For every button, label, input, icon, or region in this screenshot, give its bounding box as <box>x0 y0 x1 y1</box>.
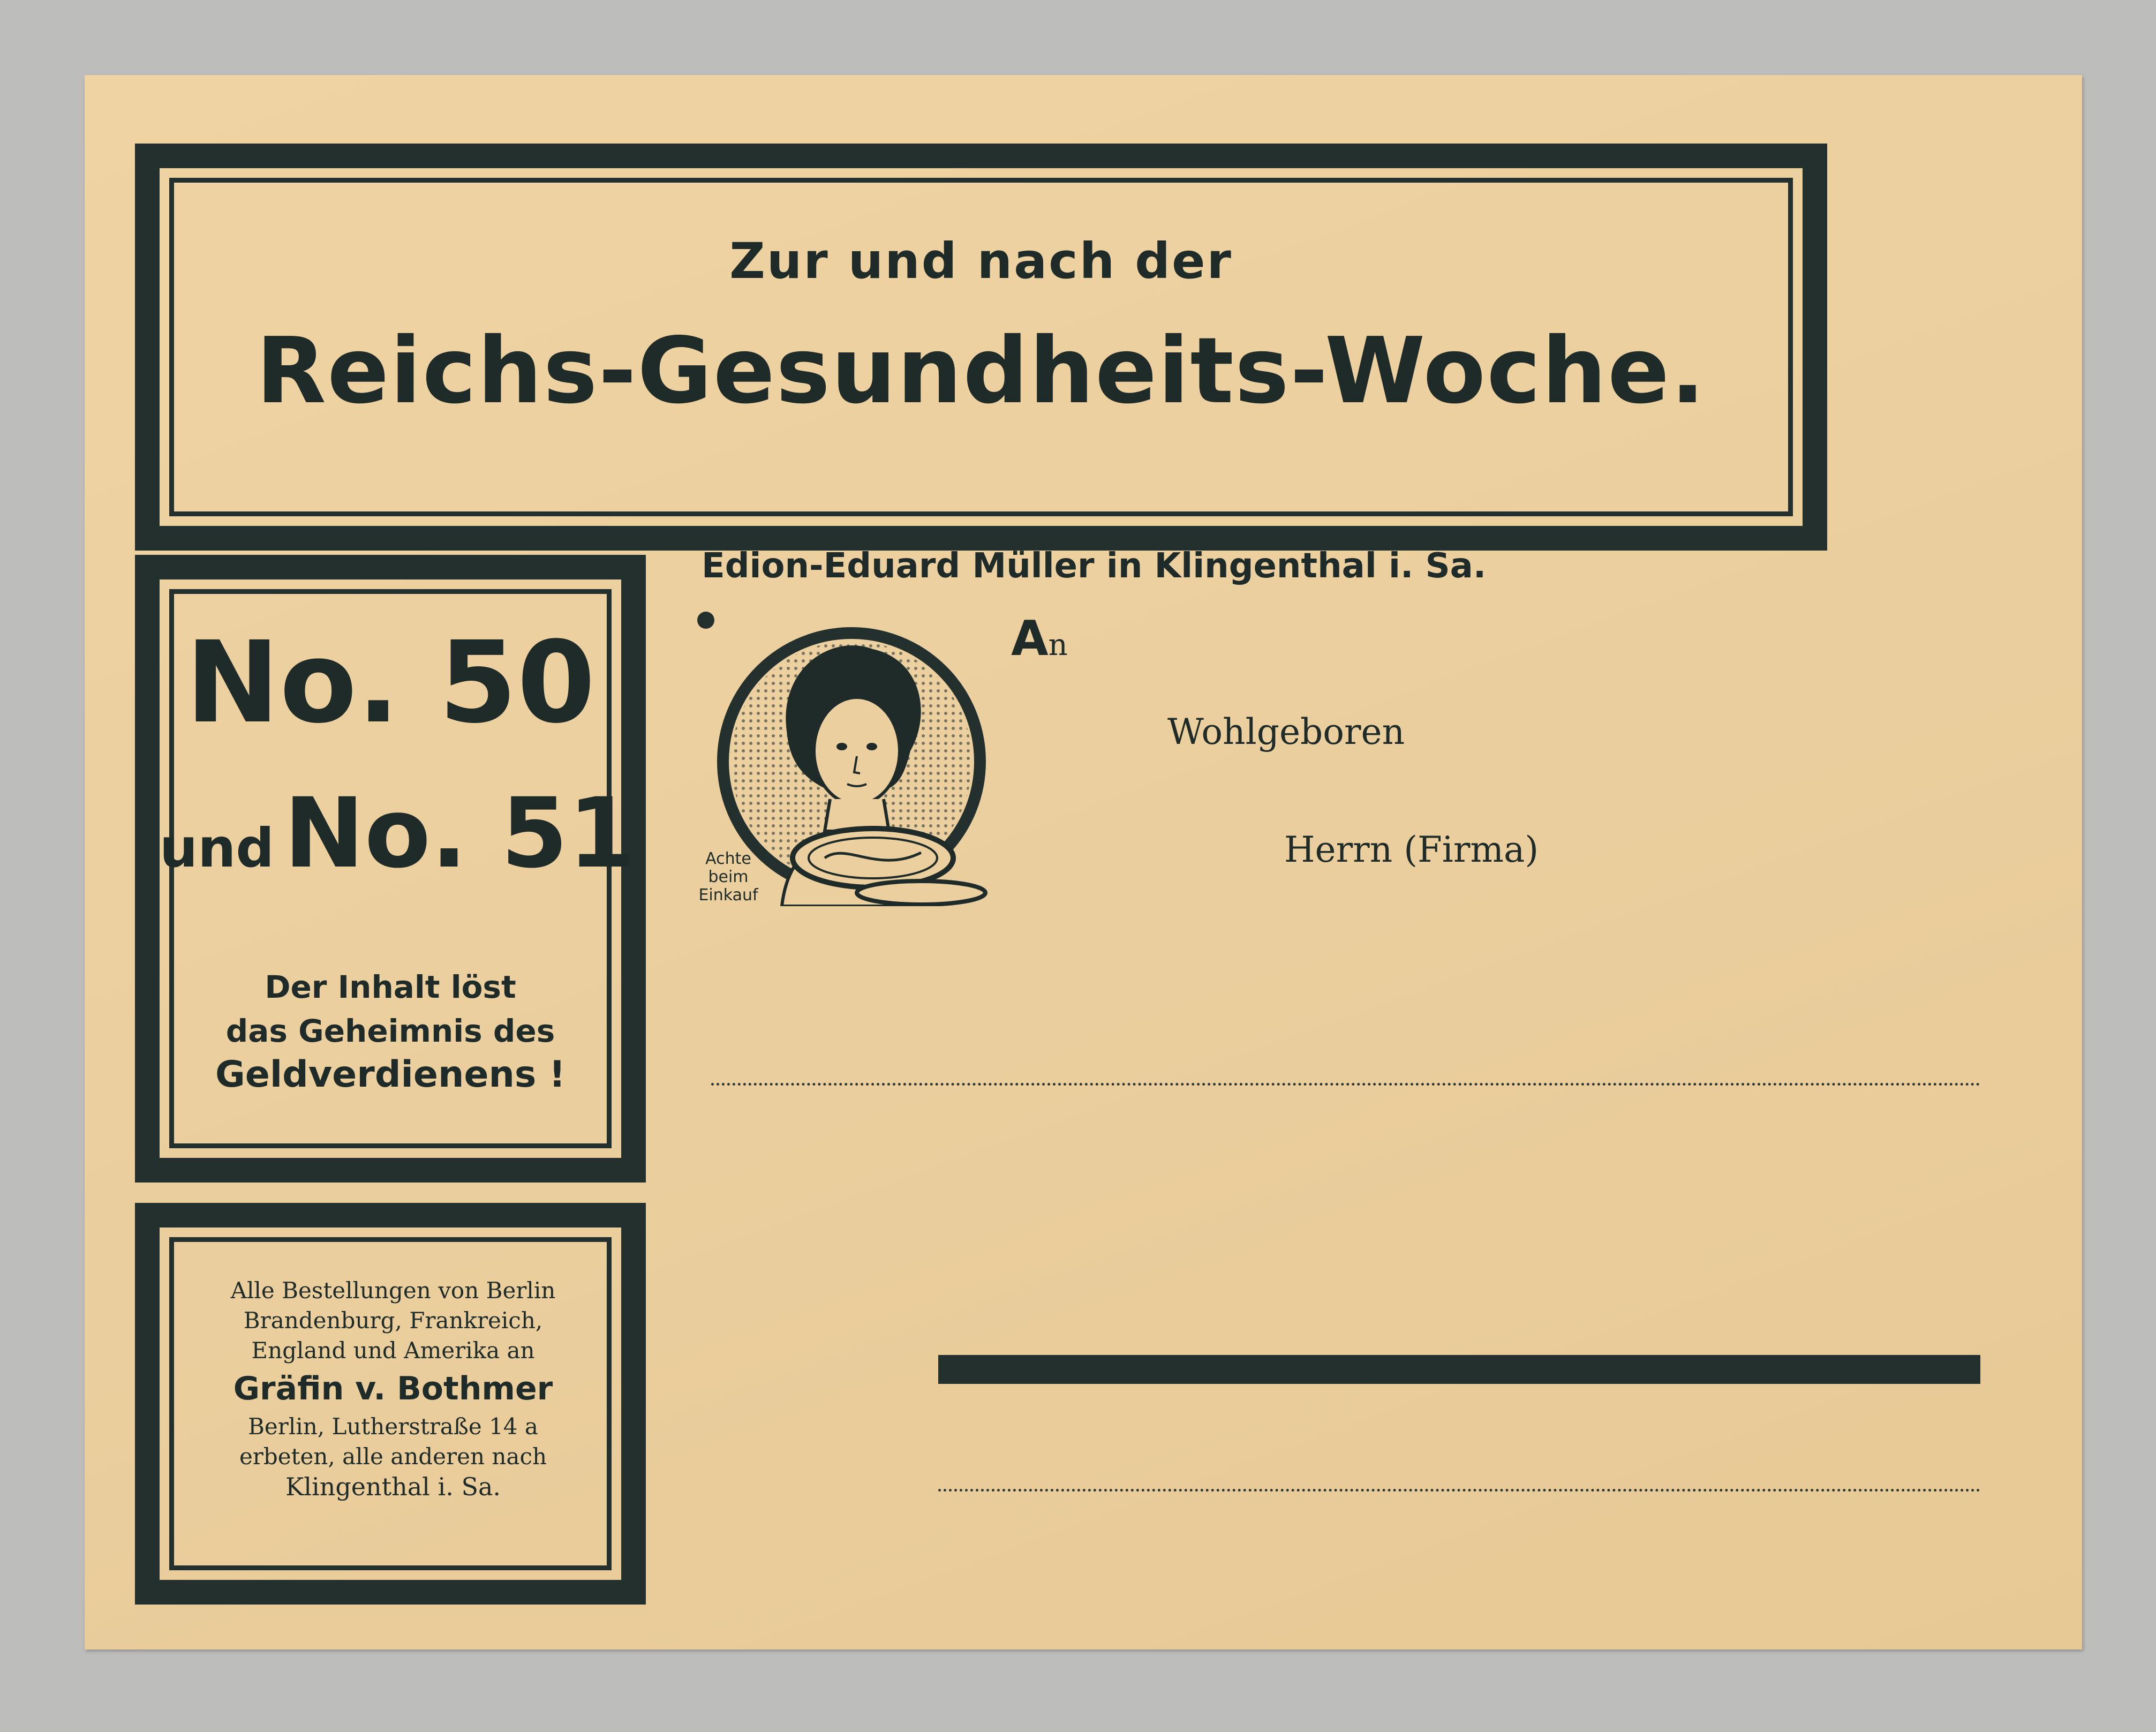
issue-number-frame <box>135 555 646 1183</box>
address-to-n: n <box>1048 628 1068 662</box>
issue-teaser-line-1: Der Inhalt löst <box>265 969 516 1005</box>
issue-conjunction: und <box>160 817 274 879</box>
order-line-1: Alle Bestellungen von Berlin <box>230 1277 556 1304</box>
issue-number-first: No. 50 <box>185 617 595 748</box>
order-line-5: erbeten, alle anderen nach <box>239 1443 547 1470</box>
header-title: Reichs-Gesundheits-Woche. <box>256 318 1706 424</box>
header-frame <box>135 144 1827 551</box>
portrait-illustration <box>696 606 996 906</box>
order-line-3: England und Amerika an <box>251 1337 535 1364</box>
issue-teaser-line-3: Geldverdienens ! <box>215 1053 566 1096</box>
portrait-caption <box>691 850 766 905</box>
order-contact-name: Gräfin v. Bothmer <box>233 1370 553 1407</box>
portrait-caption-line-3: Einkauf <box>698 886 758 905</box>
order-line-6: Klingenthal i. Sa. <box>285 1472 501 1501</box>
address-line-1 <box>711 1083 1980 1086</box>
issue-teaser <box>160 965 621 1097</box>
address-to-label <box>1011 611 1068 667</box>
address-to-a: A <box>1011 611 1049 667</box>
address-separator-bar <box>938 1355 1980 1384</box>
issue-number-second: No. 51 <box>283 778 635 890</box>
order-info-frame <box>135 1203 646 1605</box>
order-info-text <box>192 1276 594 1502</box>
envelope <box>85 75 2082 1650</box>
issue-number-second-line <box>160 778 635 890</box>
order-line-4: Berlin, Lutherstraße 14 a <box>248 1413 538 1440</box>
portrait-caption-line-1: Achte <box>705 849 751 868</box>
portrait-caption-line-2: beim <box>708 868 749 886</box>
publisher-line: Edion-Eduard Müller in Klingenthal i. Sa. <box>702 546 1487 586</box>
header-subtitle: Zur und nach der <box>729 232 1233 290</box>
recipient-text: Herrn (Firma) <box>1284 829 1539 870</box>
order-line-2: Brandenburg, Frankreich, <box>243 1307 543 1334</box>
salutation-text: Wohlgeboren <box>1167 711 1405 752</box>
issue-teaser-line-2: das Geheimnis des <box>225 1013 555 1049</box>
address-line-2 <box>938 1489 1980 1492</box>
